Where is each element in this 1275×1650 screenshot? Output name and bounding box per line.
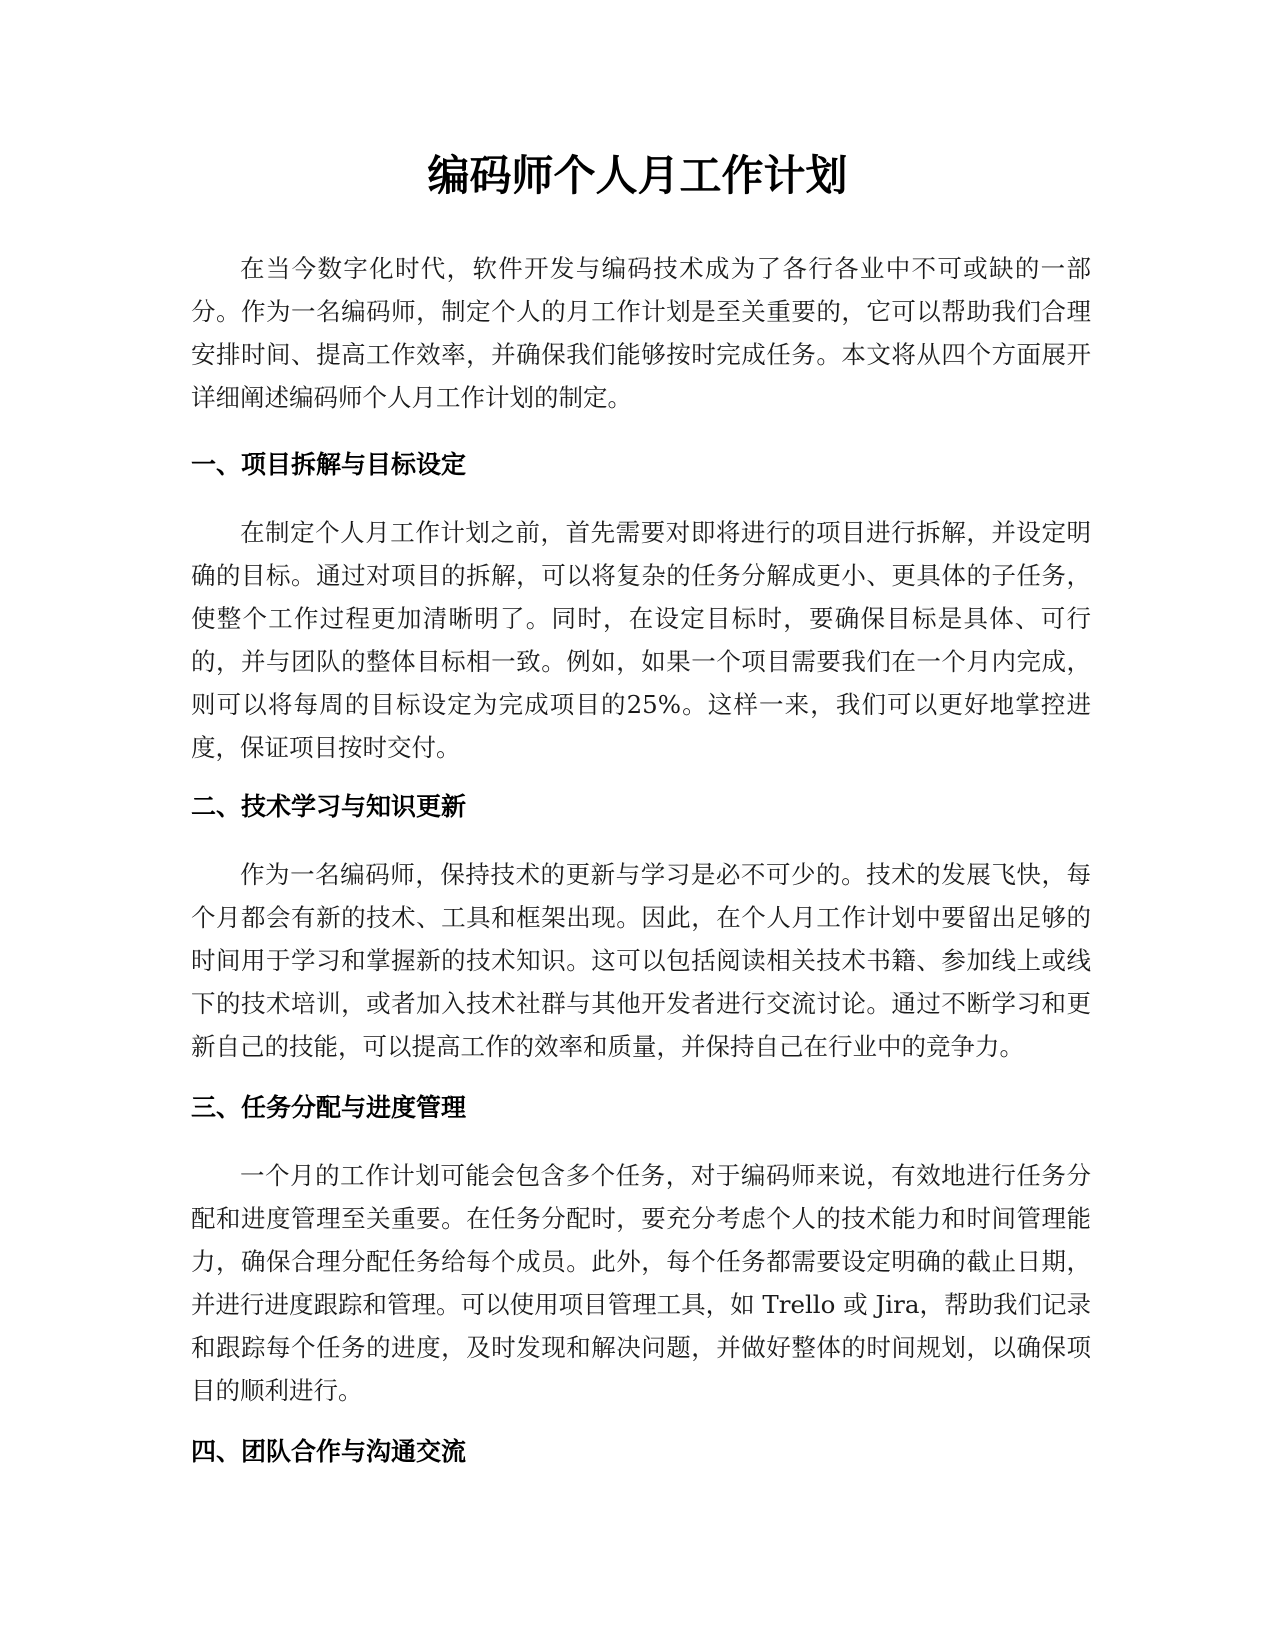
section-paragraph-3: 一个月的工作计划可能会包含多个任务，对于编码师来说，有效地进行任务分配和进度管理至关重要。在任务分配时，要充分考虑个人的技术能力和时间管理能力，确保合理分配任务给每个成员。此外，每个任务都需要设定明确的截止日期，并进行进度跟踪和管理。可以使用项目管理工具，如 Trello 或 Jira，帮助我们记录和跟踪每个任务的进度，及时发现和解决问题，并做好整体的时间规划，以确保项目的顺利进行。	[191, 1161, 1091, 1405]
section-heading-4: 四、团队合作与沟通交流	[191, 1437, 467, 1466]
section-heading-3: 三、任务分配与进度管理	[191, 1093, 467, 1122]
section-paragraph-1: 在制定个人月工作计划之前，首先需要对即将进行的项目进行拆解，并设定明确的目标。通过对项目的拆解，可以将复杂的任务分解成更小、更具体的子任务，使整个工作过程更加清晰明了。同时，在设定目标时，要确保目标是具体、可行的，并与团队的整体目标相一致。例如，如果一个项目需要我们在一个月内完成，则可以将每周的目标设定为完成项目的25%。这样一来，我们可以更好地掌控进度，保证项目按时交付。	[191, 518, 1091, 762]
section-paragraph-2: 作为一名编码师，保持技术的更新与学习是必不可少的。技术的发展飞快，每个月都会有新的技术、工具和框架出现。因此，在个人月工作计划中要留出足够的时间用于学习和掌握新的技术知识。这可以包括阅读相关技术书籍、参加线上或线下的技术培训，或者加入技术社群与其他开发者进行交流讨论。通过不断学习和更新自己的技能，可以提高工作的效率和质量，并保持自己在行业中的竞争力。	[191, 860, 1091, 1061]
intro-paragraph: 在当今数字化时代，软件开发与编码技术成为了各行各业中不可或缺的一部分。作为一名编码师，制定个人的月工作计划是至关重要的，它可以帮助我们合理安排时间、提高工作效率，并确保我们能够按时完成任务。本文将从四个方面展开详细阐述编码师个人月工作计划的制定。	[191, 254, 1091, 412]
section-heading-1: 一、项目拆解与目标设定	[191, 450, 467, 479]
document-body	[191, 247, 1091, 1472]
section-heading-2: 二、技术学习与知识更新	[191, 792, 467, 821]
document-title: 编码师个人月工作计划	[427, 151, 848, 200]
